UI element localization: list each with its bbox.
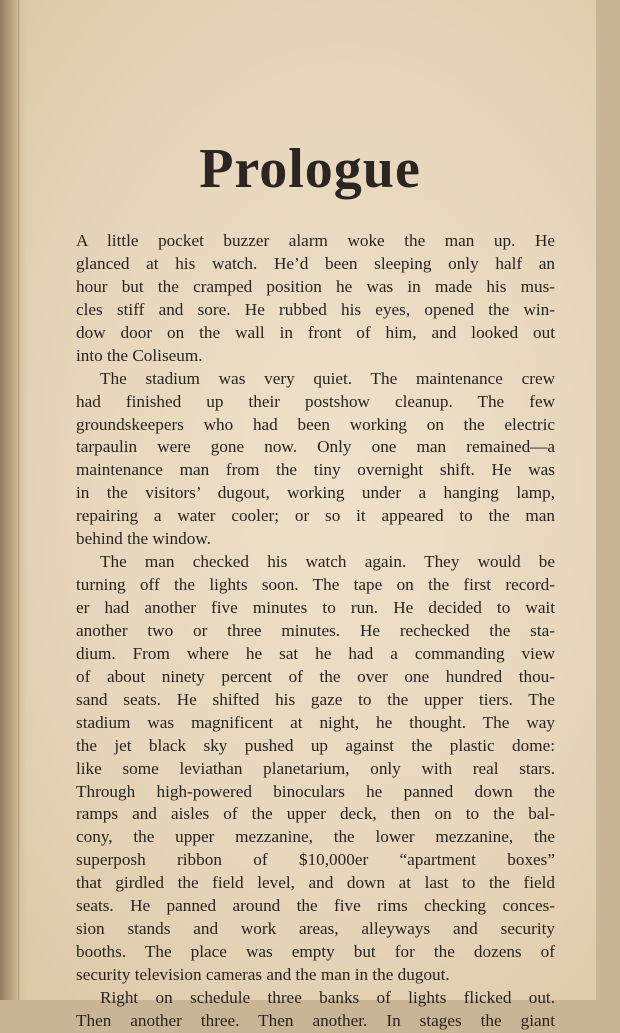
text-line: in the visitors’ dugout, working under a hanging lamp,	[76, 483, 555, 503]
text-line: Through high-powered binoculars he panned down the	[76, 781, 555, 801]
text-line: superposh ribbon of $10,000er “apartment boxes”	[76, 850, 555, 870]
text-line: behind the window.	[76, 529, 211, 549]
text-line: er had another five minutes to run. He decided to wait	[76, 598, 555, 617]
chapter-title: Prologue	[199, 138, 421, 200]
text-line: maintenance man from the tiny overnight shift. He was	[76, 460, 555, 480]
text-line: A little pocket buzzer alarm woke the man up. He	[76, 231, 555, 250]
text-line: dow door on the wall in front of him, and looked out	[76, 322, 555, 342]
text-line: sion stands and work areas, alleyways and security	[76, 919, 555, 939]
text-line: into the Coliseum.	[76, 345, 203, 365]
body-text	[76, 230, 555, 1033]
text-line: stadium was magnificent at night, he thought. The way	[76, 712, 555, 732]
text-line: the jet black sky pushed up against the plastic dome:	[76, 735, 555, 755]
text-line: security television cameras and the man in the dugout.	[76, 965, 450, 984]
text-line: like some leviathan planetarium, only with real stars.	[76, 758, 555, 778]
text-line: dium. From where he sat he had a commanding view	[76, 643, 555, 663]
text-line: sand seats. He shifted his gaze to the upper tiers. The	[76, 689, 555, 709]
text-line: Right on schedule three banks of lights flicked out.	[100, 987, 555, 1007]
text-line: cony, the upper mezzanine, the lower mezzanine, the	[76, 827, 555, 847]
text-line: another two or three minutes. He rechecked the sta-	[76, 620, 555, 640]
text-line: turning off the lights soon. The tape on the first record-	[76, 575, 555, 595]
text-line: tarpaulin were gone now. Only one man remained—a	[76, 437, 555, 457]
text-line: seats. He panned around the five rims checking conces-	[76, 896, 555, 916]
text-line: that girdled the field level, and down at last to the field	[76, 873, 555, 893]
text-line: The man checked his watch again. They would be	[100, 552, 555, 572]
text-line: hour but the cramped position he was in made his mus-	[76, 276, 555, 296]
text-line: of about ninety percent of the over one hundred thou-	[76, 666, 555, 686]
text-line: cles stiff and sore. He rubbed his eyes, opened the win-	[76, 299, 555, 319]
text-line: groundskeepers who had been working on the electric	[76, 414, 555, 434]
text-line: had finished up their postshow cleanup. The few	[76, 391, 555, 411]
text-line: Then another three. Then another. In stages the giant	[76, 1010, 555, 1030]
text-line: The stadium was very quiet. The maintenance crew	[100, 368, 555, 388]
text-line: booths. The place was empty but for the dozens of	[76, 942, 555, 962]
text-line: glanced at his watch. He’d been sleeping only half an	[76, 253, 555, 273]
text-line: ramps and aisles of the upper deck, then on to the bal-	[76, 804, 555, 824]
text-line: repairing a water cooler; or so it appeared to the man	[76, 506, 555, 526]
